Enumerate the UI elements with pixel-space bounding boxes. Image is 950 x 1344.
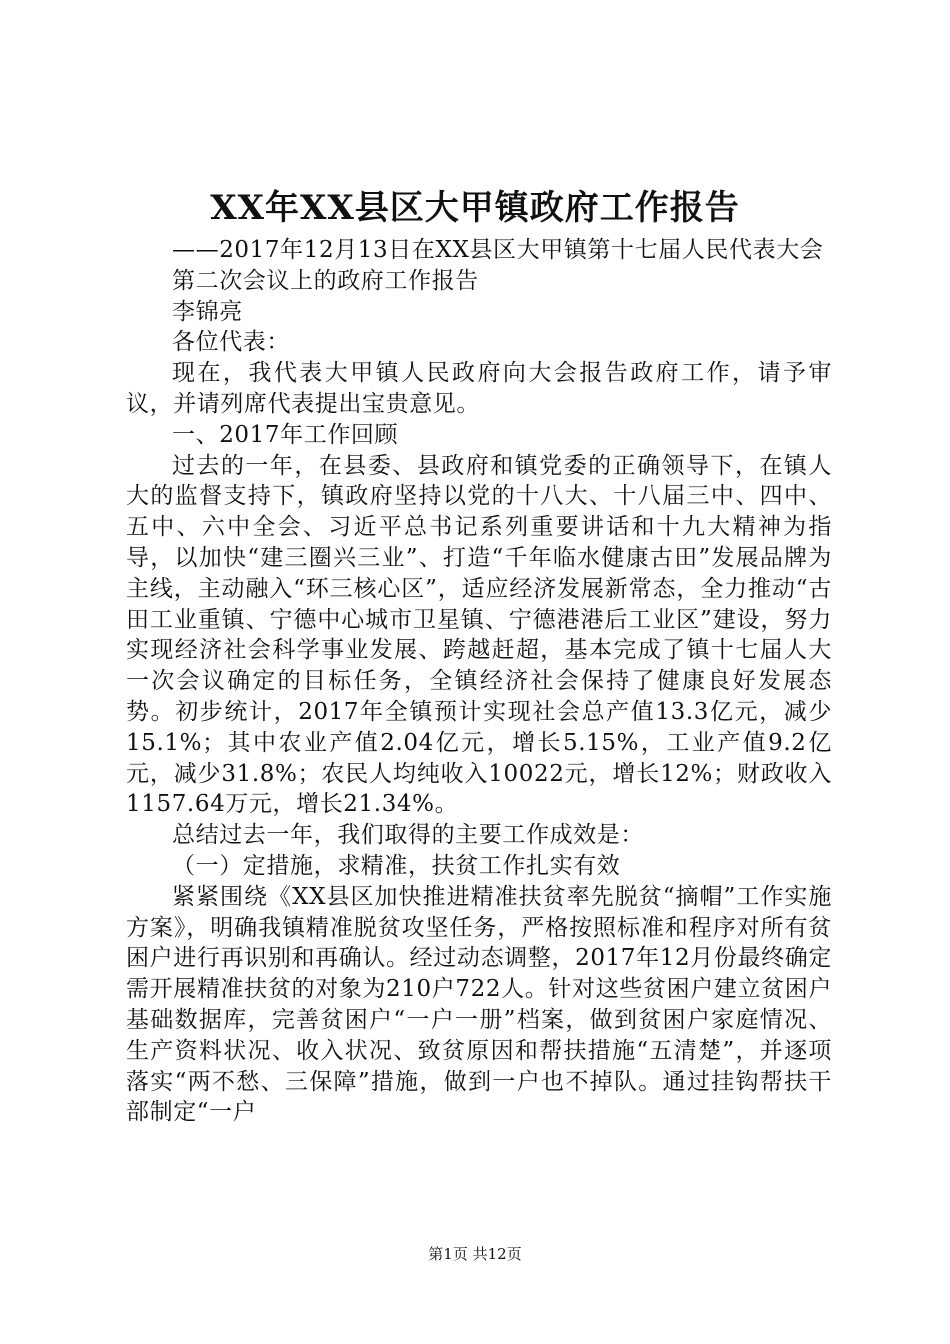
salutation: 各位代表： [172,329,290,356]
paragraph: 过去的一年，在县委、县政府和镇党委的正确领导下，在镇人大的监督支持下，镇政府坚持以党的十八大、十八届三中、四中、五中、六中全会、习近平总书记系列重要讲话和十九大精神为指导，以加快“建三圈兴三业”、打造“千年临水健康古田”发展品牌为主线，主动融入“环三核心区”，适应经济发展新常态，全力推动“古田工业重镇、宁德中心城市卫星镇、宁德港港后工业区”建设，努力实现经济社会科学事业发展、跨越赶超，基本完成了镇十七届人大一次会议确定的目标任务，全镇经济社会保持了健康良好发展态势。初步统计，2017年全镇预计实现社会总产值13.3亿元，减少15.1%；其中农业产值2.04亿元，增长5.15%，工业产值9.2亿元，减少31.8%；农民人均纯收入10022元，增长12%；财政收入1157.64万元，增长21.34%。 [126,452,832,818]
paragraph: 现在，我代表大甲镇人民政府向大会报告政府工作，请予审议，并请列席代表提出宝贵意见。 [126,360,832,417]
subtitle-line: ——2017年12月13日在XX县区大甲镇第十七届人民代表大会 [172,237,824,263]
section-heading: 一、2017年工作回顾 [172,421,399,448]
subsection-heading: （一）定措施，求精准，扶贫工作扎实有效 [172,852,621,879]
paragraph: 总结过去一年，我们取得的主要工作成效是： [172,822,644,849]
document-title: XX年XX县区大甲镇政府工作报告 [210,188,740,228]
document-body [126,235,832,1128]
subtitle-line-2: 第二次会议上的政府工作报告 [172,267,479,294]
author-name: 李锦亮 [172,298,243,325]
paragraph: 紧紧围绕《XX县区加快推进精准扶贫率先脱贫“摘帽”工作实施方案》，明确我镇精准脱贫攻坚任务，严格按照标准和程序对所有贫困户进行再识别和再确认。经过动态调整，2017年12月份最终确定需开展精准扶贫的对象为210户722人。针对这些贫困户建立贫困户基础数据库，完善贫困户“一户一册”档案，做到贫困户家庭情况、生产资料状况、收入状况、致贫原因和帮扶措施“五清楚”，并逐项落实“两不愁、三保障”措施，做到一户也不掉队。通过挂钩帮扶干部制定“一户 [126,883,832,1126]
page-number: 第1页 共12页 [428,1245,522,1263]
